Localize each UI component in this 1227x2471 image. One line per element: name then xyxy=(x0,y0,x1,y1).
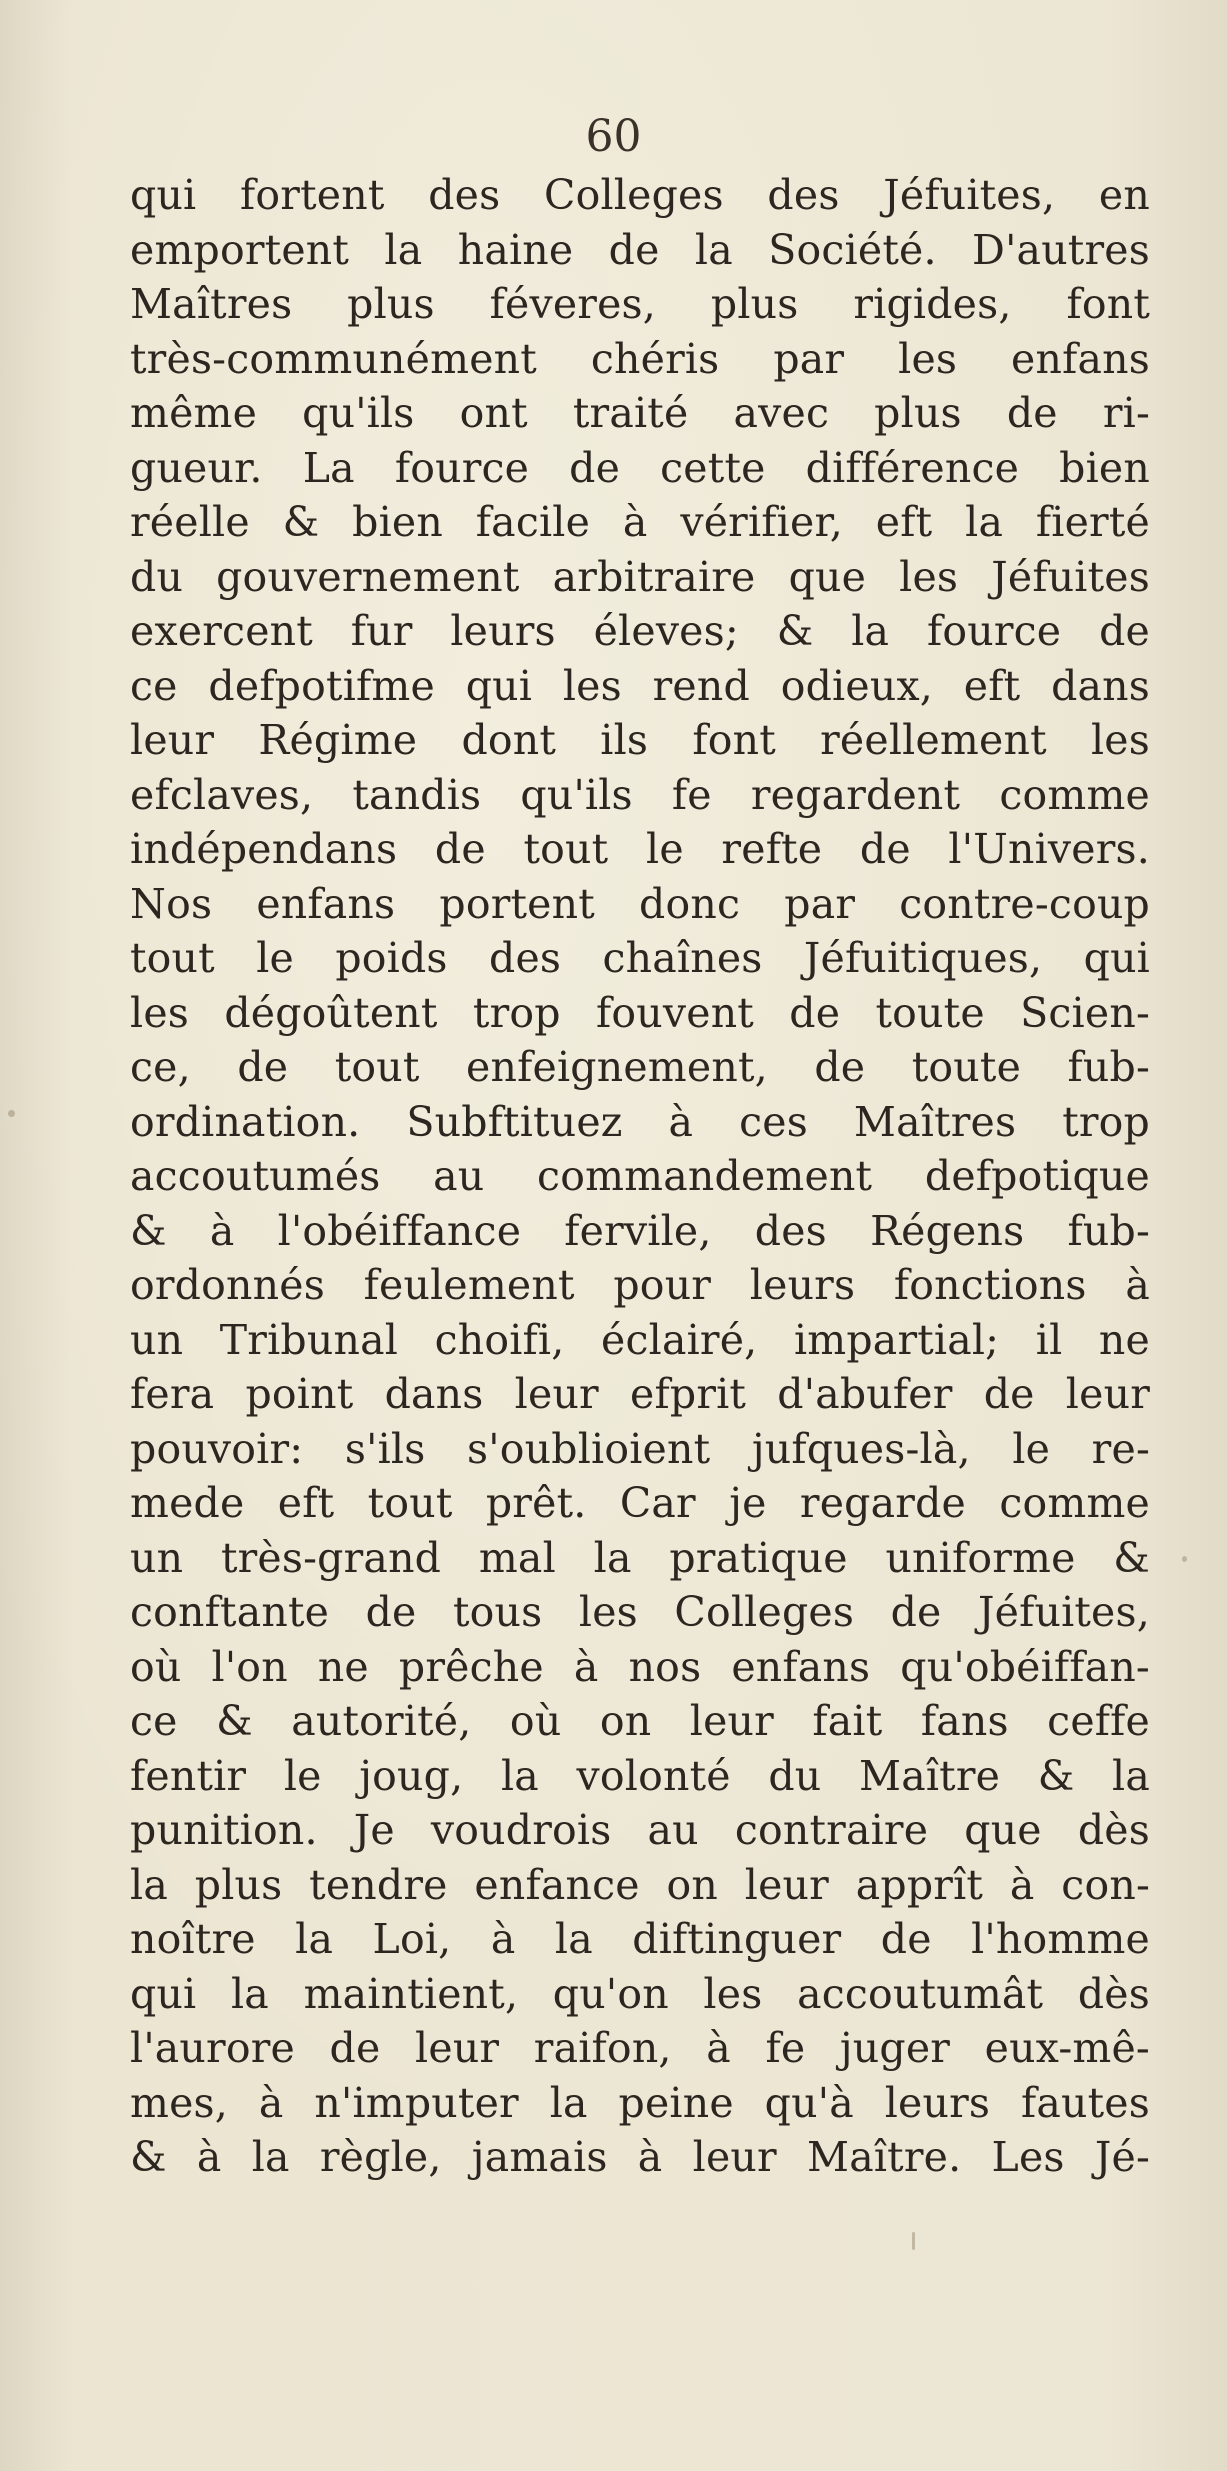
text-line: ordonnés feulement pour leurs fonctions à xyxy=(130,1261,1150,1309)
text-line: accoutumés au commandement defpotique xyxy=(130,1152,1150,1200)
text-line: & à l'obéiffance fervile, des Régens fub- xyxy=(130,1206,1150,1255)
text-line: ce, de tout enfeignement, de toute fub- xyxy=(130,1043,1150,1091)
text-line: indépendans de tout le refte de l'Univers. xyxy=(130,825,1150,873)
text-line: qui la maintient, qu'on les accoutumât dès xyxy=(130,1969,1150,2018)
text-line: tout le poids des chaînes Jéfuitiques, qui xyxy=(130,934,1150,982)
text-line: ordination. Subftituez à ces Maîtres trop xyxy=(130,1097,1150,1146)
text-line: du gouvernement arbitraire que les Jéfuites xyxy=(130,552,1150,601)
text-line: l'aurore de leur raifon, à fe juger eux-mê- xyxy=(130,2024,1150,2072)
text-line: Maîtres plus féveres, plus rigides, font xyxy=(130,280,1150,328)
text-line: les dégoûtent trop fouvent de toute Scien- xyxy=(130,988,1150,1037)
ink-speck xyxy=(1182,1556,1187,1562)
text-line: un Tribunal choifi, éclairé, impartial; il ne xyxy=(130,1315,1150,1364)
text-line: exercent fur leurs éleves; & la fource de xyxy=(130,607,1150,655)
text-line: qui fortent des Colleges des Jéfuites, en xyxy=(130,171,1150,219)
body-text xyxy=(130,168,1150,2185)
text-line: efclaves, tandis qu'ils fe regardent comme xyxy=(130,770,1150,819)
text-line: emportent la haine de la Société. D'autres xyxy=(130,225,1150,274)
text-line: & à la règle, jamais à leur Maître. Les Jé- xyxy=(130,2133,1150,2181)
text-line: la plus tendre enfance on leur apprît à con- xyxy=(130,1860,1150,1909)
text-line: Nos enfans portent donc par contre-coup xyxy=(130,879,1150,928)
text-line: même qu'ils ont traité avec plus de ri- xyxy=(130,389,1150,437)
text-line: leur Régime dont ils font réellement les xyxy=(130,716,1150,764)
text-line: ce defpotifme qui les rend odieux, eft dans xyxy=(130,661,1150,710)
ink-speck xyxy=(912,2232,915,2250)
text-line: ce & autorité, où on leur fait fans ceffe xyxy=(130,1697,1150,1745)
text-line: fera point dans leur efprit d'abufer de leur xyxy=(130,1370,1150,1418)
text-line: punition. Je voudrois au contraire que dès xyxy=(130,1806,1150,1854)
text-line: réelle & bien facile à vérifier, eft la fierté xyxy=(130,498,1150,546)
text-line: conftante de tous les Colleges de Jéfuites, xyxy=(130,1588,1150,1636)
text-line: où l'on ne prêche à nos enfans qu'obéiffan- xyxy=(130,1642,1150,1691)
text-line: très-communément chéris par les enfans xyxy=(130,334,1150,383)
text-line: gueur. La fource de cette différence bien xyxy=(130,443,1150,492)
text-line: pouvoir: s'ils s'oublioient jufques-là, le re- xyxy=(130,1424,1150,1473)
ink-speck xyxy=(8,1110,15,1117)
text-line: mes, à n'imputer la peine qu'à leurs fautes xyxy=(130,2078,1150,2127)
text-line: un très-grand mal la pratique uniforme & xyxy=(130,1533,1150,1582)
text-line: noître la Loi, à la diftinguer de l'homme xyxy=(130,1915,1150,1963)
page-number: 60 xyxy=(585,111,642,162)
text-line: mede eft tout prêt. Car je regarde comme xyxy=(130,1479,1150,1527)
text-line: fentir le joug, la volonté du Maître & la xyxy=(130,1751,1150,1800)
